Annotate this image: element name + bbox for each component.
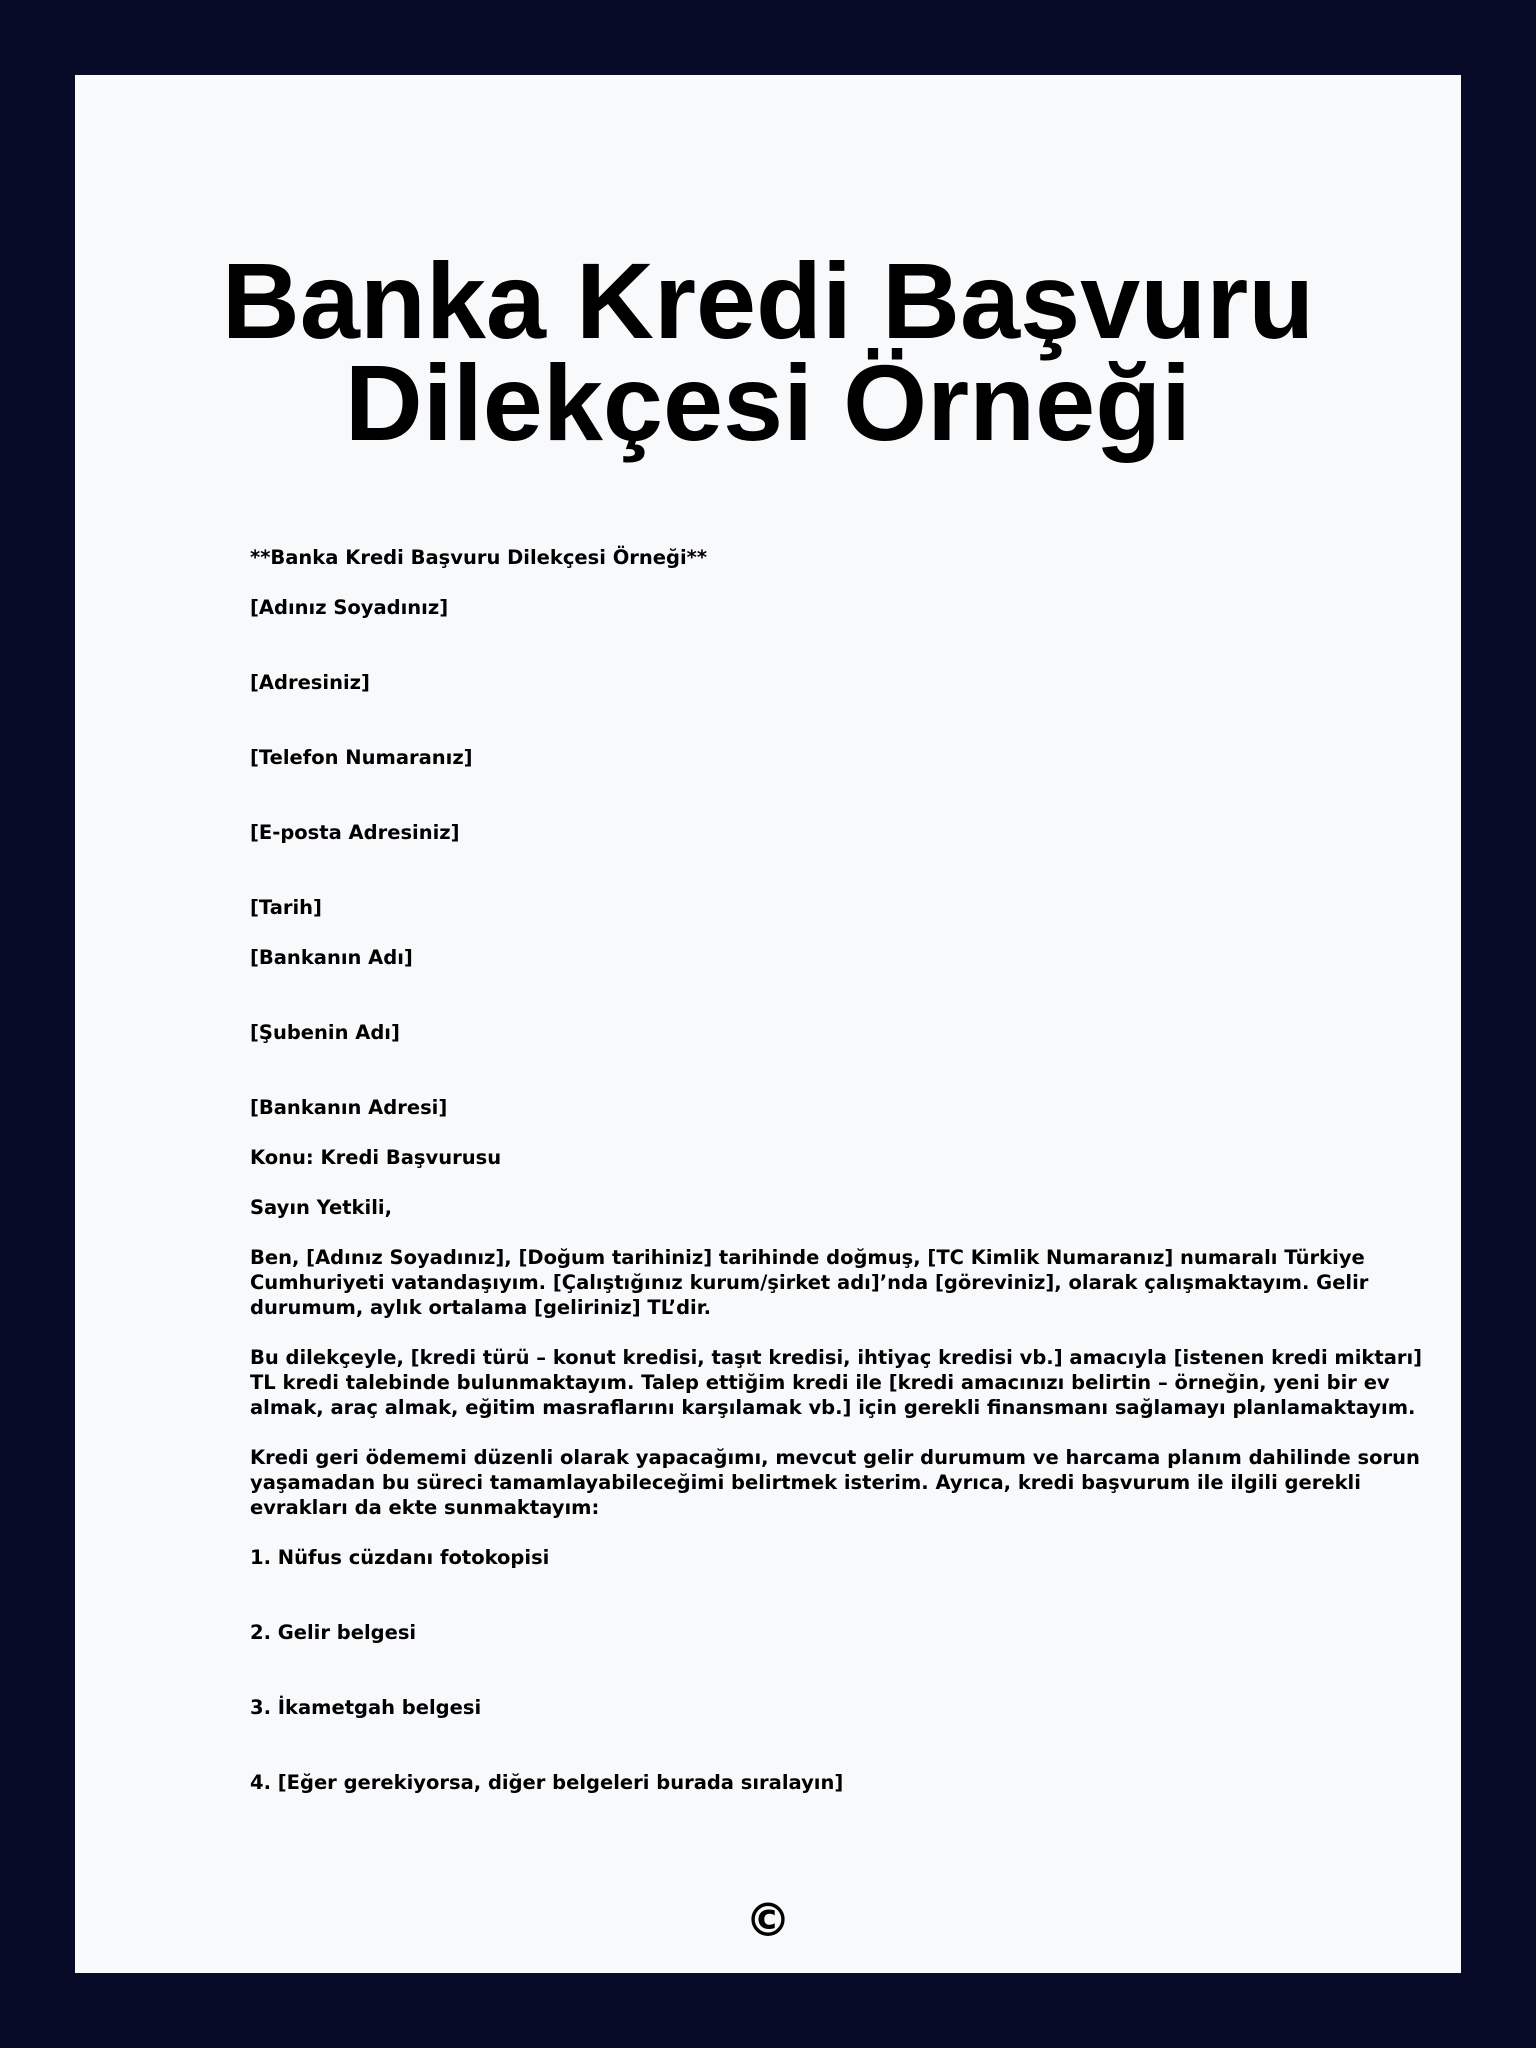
sender-phone: [Telefon Numaranız] [250, 746, 473, 769]
attachment-item-2: 2. Gelir belgesi [250, 1621, 417, 1644]
paragraph-line: Kredi geri ödememi düzenli olarak yapacağımı, mevcut gelir durumum ve harcama planım dahilinde sorun [250, 1446, 1420, 1469]
paragraph-line: Cumhuriyeti vatandaşıyım. [Çalıştığınız kurum/şirket adı]’nda [göreviniz], olarak çalışmaktayım. Gelir [250, 1271, 1369, 1294]
letter-heading: **Banka Kredi Başvuru Dilekçesi Örneği** [250, 546, 708, 569]
paragraph-repayment [250, 1445, 1420, 1520]
letter-date: [Tarih] [250, 896, 322, 919]
attachment-item-3: 3. İkametgah belgesi [250, 1696, 482, 1719]
attachment-item-4: 4. [Eğer gerekiyorsa, diğer belgeleri burada sıralayın] [250, 1771, 844, 1794]
document-page [75, 75, 1461, 1973]
copyright-icon: © [745, 1893, 791, 1947]
paragraph-line: durumum, aylık ortalama [geliriniz] TL’dir. [250, 1296, 711, 1319]
paragraph-line: evrakları da ekte sunmaktayım: [250, 1496, 600, 1519]
sender-address: [Adresiniz] [250, 671, 370, 694]
document-title [75, 240, 1461, 463]
bank-address: [Bankanın Adresi] [250, 1096, 448, 1119]
paragraph-line: TL kredi talebinde bulunmaktayım. Talep ettiğim kredi ile [kredi amacınızı belirtin – örneğin, yeni bir ev [250, 1371, 1390, 1394]
bank-name: [Bankanın Adı] [250, 946, 413, 969]
branch-name: [Şubenin Adı] [250, 1021, 400, 1044]
paragraph-personal-info [250, 1245, 1369, 1320]
title-line-2: Dilekçesi Örneği [344, 342, 1192, 463]
attachment-item-1: 1. Nüfus cüzdanı fotokopisi [250, 1546, 550, 1569]
sender-email: [E-posta Adresiniz] [250, 821, 460, 844]
paragraph-line: almak, araç almak, eğitim masraflarını karşılamak vb.] için gerekli finansmanı sağlamayı planlamaktayım. [250, 1396, 1416, 1419]
title-line-1: Banka Kredi Başvuru [221, 240, 1315, 361]
letter-subject: Konu: Kredi Başvurusu [250, 1146, 502, 1169]
paragraph-line: yaşamadan bu süreci tamamlayabileceğimi belirtmek isterim. Ayrıca, kredi başvurum ile ilgili gerekli [250, 1471, 1361, 1494]
paragraph-credit-request [250, 1345, 1423, 1420]
letter-salutation: Sayın Yetkili, [250, 1196, 392, 1219]
paragraph-line: Bu dilekçeyle, [kredi türü – konut kredisi, taşıt kredisi, ihtiyaç kredisi vb.] amacıyla [istenen kredi miktarı] [250, 1346, 1423, 1369]
sender-name: [Adınız Soyadınız] [250, 596, 449, 619]
paragraph-line: Ben, [Adınız Soyadınız], [Doğum tarihiniz] tarihinde doğmuş, [TC Kimlik Numaranız] numaralı Türkiye [250, 1246, 1365, 1269]
